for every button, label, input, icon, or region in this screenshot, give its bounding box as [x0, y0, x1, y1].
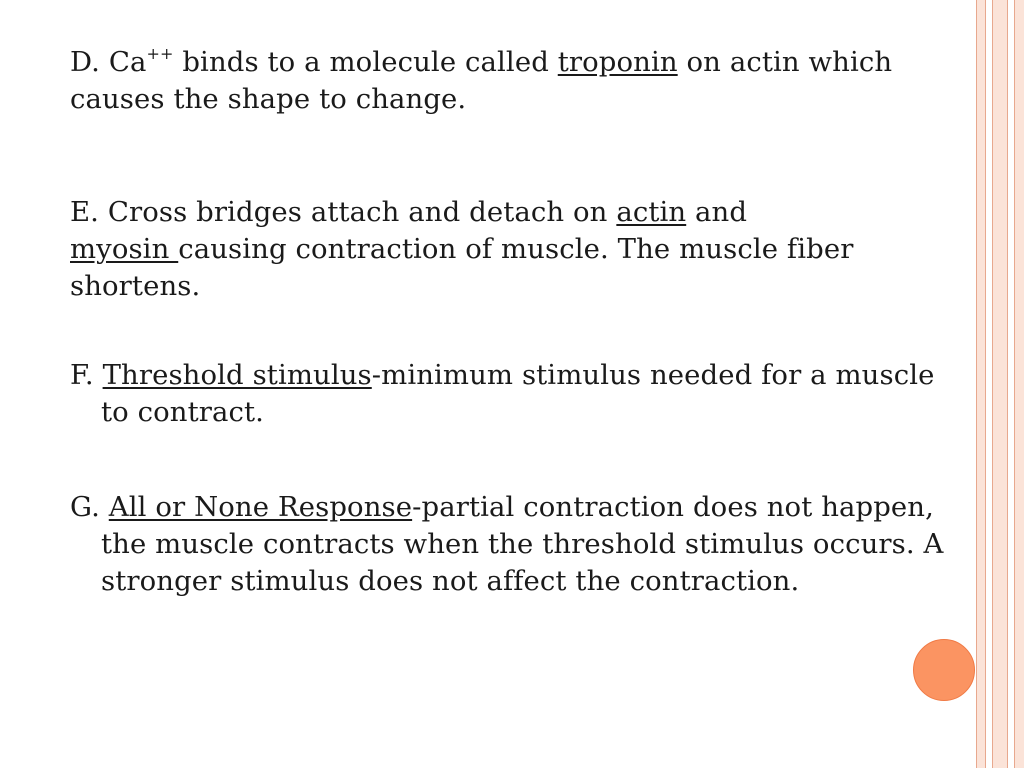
border-stripe [1015, 0, 1024, 768]
item-d-prefix: D. Ca [70, 46, 147, 78]
item-d-superscript: ++ [146, 44, 174, 63]
item-g [70, 489, 950, 600]
border-stripe [993, 0, 1007, 768]
item-d [70, 44, 950, 118]
decorative-circle [913, 639, 975, 701]
term-myosin: myosin [70, 233, 179, 265]
item-e [70, 194, 950, 305]
term-threshold-stimulus: Threshold stimulus [102, 359, 372, 391]
item-f [70, 357, 950, 431]
item-g-prefix: G. [70, 491, 109, 523]
item-f-prefix: F. [70, 359, 103, 391]
slide-body [70, 44, 950, 600]
item-f-post-term: -minimum stimulus needed for a muscle to contract. [101, 359, 935, 428]
item-g-post-term: -partial contraction does not happen, the muscle contracts when the threshold stimulus occurs. A stronger stimulus does not affect the contraction. [101, 491, 944, 597]
item-e-post-term: causing contraction of muscle. The muscle fiber shortens. [70, 233, 854, 302]
item-e-middle: and [686, 196, 748, 228]
item-d-pre-term: binds to a molecule called [173, 46, 558, 78]
term-troponin: troponin [557, 46, 678, 78]
border-stripe [977, 0, 985, 768]
item-e-prefix: E. Cross bridges attach and detach on [70, 196, 617, 228]
item-d-post-term: on actin which causes the shape to change. [70, 46, 893, 115]
term-actin: actin [616, 196, 687, 228]
term-all-or-none-response: All or None Response [108, 491, 413, 523]
